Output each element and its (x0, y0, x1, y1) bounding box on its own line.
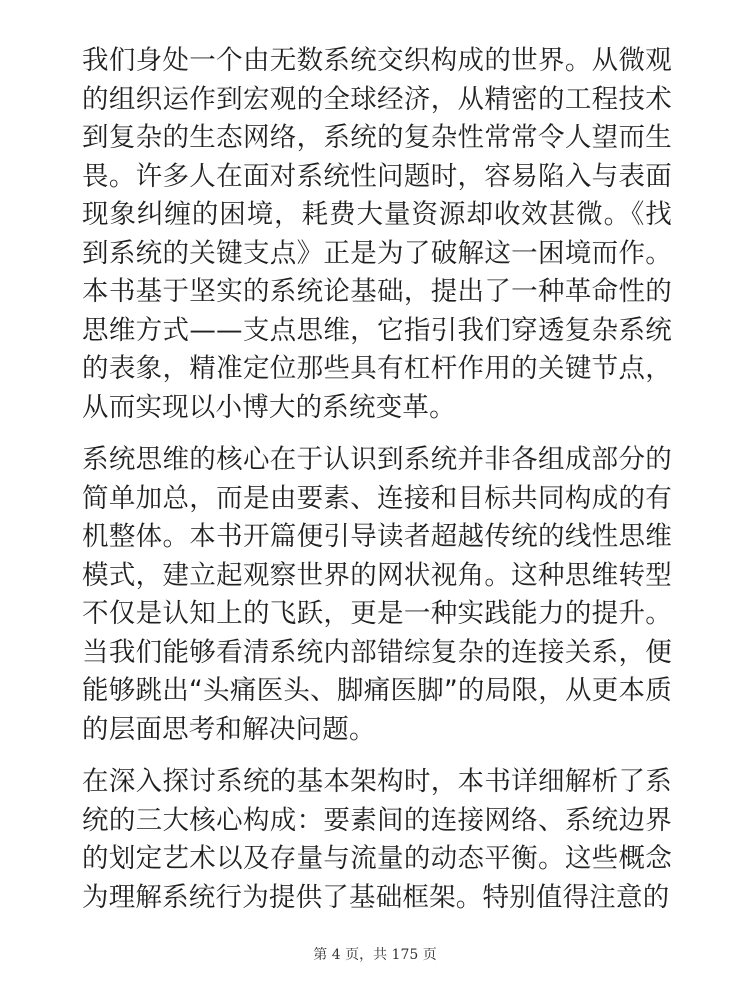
page-number-footer: 第 4 页，共 175 页 (313, 947, 437, 963)
paragraph-2: 系统思维的核心在于认识到系统并非各组成部分的简单加总，而是由要素、连接和目标共同构成的有机整体。本书开篇便引导读者超越传统的线性思维模式，建立起观察世界的网状视角。这种思维转型不仅是认知上的飞跃，更是一种实践能力的提升。当我们能够看清系统内部错综复杂的连接关系，便能够跳出“头痛医头、脚痛医脚”的局限，从更本质的层面思考和解决问题。 (82, 444, 672, 745)
page-body (82, 42, 672, 931)
paragraph-1: 我们身处一个由无数系统交织构成的世界。从微观的组织运作到宏观的全球经济，从精密的工程技术到复杂的生态网络，系统的复杂性常常令人望而生畏。许多人在面对系统性问题时，容易陷入与表面现象纠缠的困境，耗费大量资源却收效甚微。《找到系统的关键支点》正是为了破解这一困境而作。本书基于坚实的系统论基础，提出了一种革命性的思维方式——支点思维，它指引我们穿透复杂系统的表象，精准定位那些具有杠杆作用的关键节点，从而实现以小博大的系统变革。 (82, 45, 672, 423)
paragraph-3: 在深入探讨系统的基本架构时，本书详细解析了系统的三大核心构成：要素间的连接网络、系统边界的划定艺术以及存量与流量的动态平衡。这些概念为理解系统行为提供了基础框架。特别值得注意的 (82, 766, 672, 913)
